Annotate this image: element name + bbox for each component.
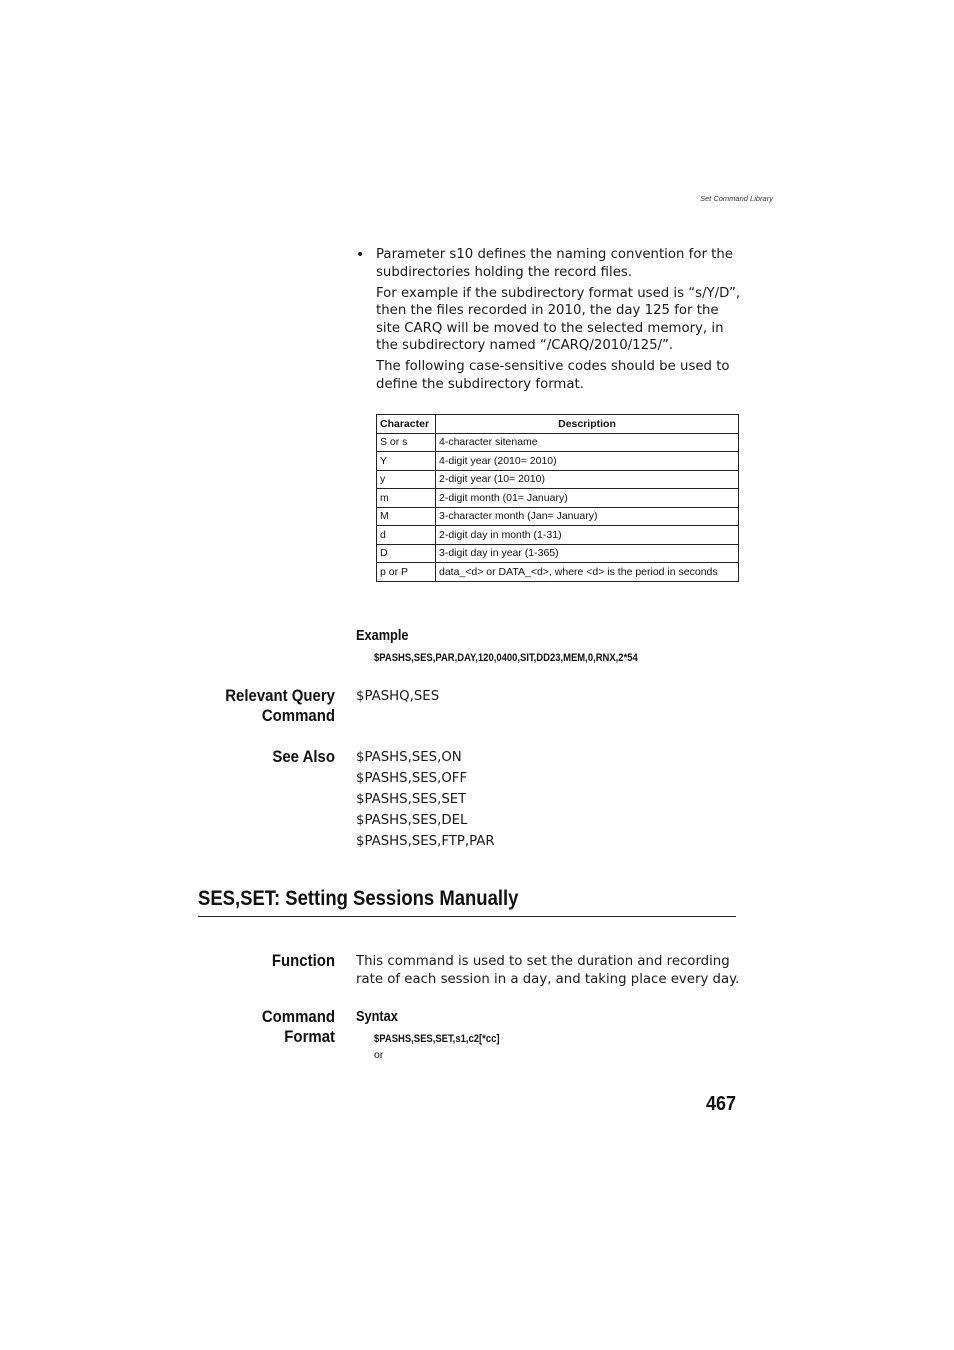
subdirectory-codes-table: [376, 414, 739, 582]
table-cell: Y: [377, 452, 436, 471]
column-header-character: Character: [377, 415, 436, 434]
section-title: SES,SET: Setting Sessions Manually: [198, 887, 519, 910]
function-text: This command is used to set the duration and recording rate of each session in a day, and taking place every day.: [356, 954, 740, 987]
column-header-description: Description: [436, 415, 739, 434]
or-text: or: [374, 1049, 384, 1061]
table-cell: D: [377, 544, 436, 563]
table-cell: data_<d> or DATA_<d>, where <d> is the period in seconds: [436, 563, 739, 582]
bullet-paragraph: Parameter s10 defines the naming convention for the subdirectories holding the record files.: [376, 247, 733, 280]
table-row: [377, 452, 739, 471]
example-code: $PASHS,SES,PAR,DAY,120,0400,SIT,DD23,MEM,0,RNX,2*54: [374, 652, 638, 664]
relevant-query-heading-line1: Relevant Query: [225, 686, 335, 705]
see-also-list: [356, 749, 495, 854]
table-row: [377, 470, 739, 489]
table-row: [377, 544, 739, 563]
table-row: [377, 526, 739, 545]
table-cell: d: [377, 526, 436, 545]
table-cell: p or P: [377, 563, 436, 582]
table-cell: y: [377, 470, 436, 489]
running-header: Set Command Library: [700, 194, 773, 203]
see-also-item: $PASHS,SES,SET: [356, 792, 467, 807]
table-cell: 3-digit day in year (1-365): [436, 544, 739, 563]
function-heading: Function: [271, 951, 335, 970]
table-row: [377, 433, 739, 452]
syntax-code: $PASHS,SES,SET,s1,c2[*cc]: [374, 1033, 500, 1045]
bullet-paragraph: The following case-sensitive codes should be used to define the subdirectory format.: [376, 359, 730, 392]
see-also-item: $PASHS,SES,OFF: [356, 771, 468, 786]
section-divider: [198, 916, 736, 917]
see-also-heading: See Also: [272, 747, 335, 766]
relevant-query-heading: [213, 686, 335, 726]
see-also-item: $PASHS,SES,DEL: [356, 813, 468, 828]
bullet-symbol: •: [356, 247, 365, 263]
table-cell: 4-character sitename: [436, 433, 739, 452]
bullet-paragraph: For example if the subdirectory format used is “s/Y/D”, then the files recorded in 2010, the day 125 for the site CARQ will be moved to the selected memory, in the subdirectory named “/CARQ/2010/125/”.: [376, 285, 741, 353]
table-cell: m: [377, 489, 436, 508]
table-row: [377, 563, 739, 582]
table-row: [377, 507, 739, 526]
syntax-heading: Syntax: [356, 1009, 398, 1025]
relevant-query-heading-line2: Command: [261, 706, 335, 725]
table-cell: 2-digit year (10= 2010): [436, 470, 739, 489]
table-cell: 4-digit year (2010= 2010): [436, 452, 739, 471]
table-cell: 2-digit day in month (1-31): [436, 526, 739, 545]
table-cell: S or s: [377, 433, 436, 452]
bullet-content: [376, 246, 746, 397]
table-row: [377, 489, 739, 508]
table-cell: M: [377, 507, 436, 526]
table-cell: 2-digit month (01= January): [436, 489, 739, 508]
page-number: 467: [705, 1093, 736, 1115]
table-header-row: [377, 415, 739, 434]
see-also-item: $PASHS,SES,FTP,PAR: [356, 834, 495, 849]
see-also-item: $PASHS,SES,ON: [356, 750, 462, 765]
table-cell: 3-character month (Jan= January): [436, 507, 739, 526]
relevant-query-value: $PASHQ,SES: [356, 689, 440, 704]
command-format-heading: Command Format: [261, 1007, 335, 1046]
example-heading: Example: [356, 628, 409, 644]
